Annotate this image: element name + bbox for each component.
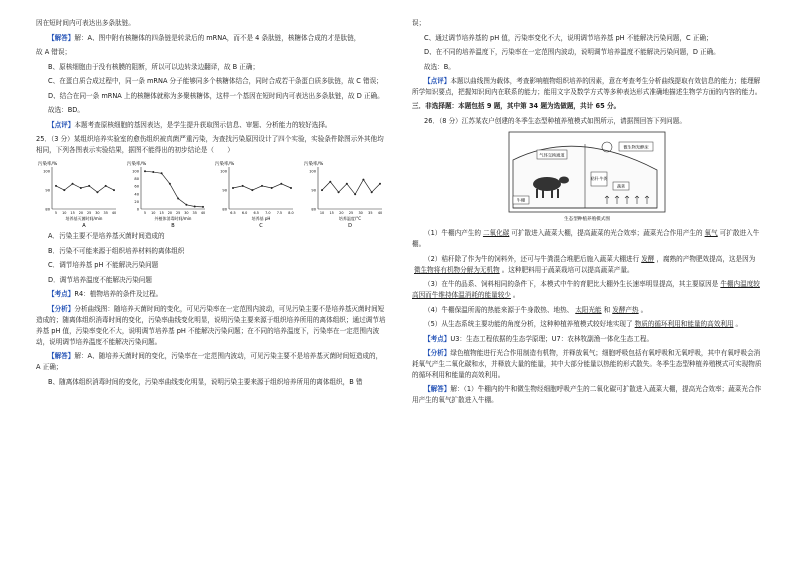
barn-label: 牛棚 (516, 197, 526, 203)
chart-ylabel: 污染率/% (215, 162, 235, 168)
answer-blank: 微生物将有机物分解为无机物 (414, 265, 500, 274)
x-tick-label: 5 (143, 211, 146, 216)
question-25: 25．（3 分）某组织培养实验室的愈伤组织被真菌严重污染，为查找污染原因设计了四个实验，实验条件除图示外其他均相同，下列各图表示实验结果，据图不能得出的初步结论是（ ） (36, 135, 384, 154)
comment-paragraph: 【点评】本题考查原核细胞的基因表达，是学生提升获取图示信息、审题、分析能力的较好选择。 (48, 120, 332, 129)
y-tick-label: 80 (311, 207, 316, 212)
data-point (271, 187, 273, 189)
data-point (371, 192, 373, 194)
y-tick-label: 100 (131, 169, 139, 174)
data-point (338, 192, 340, 194)
data-point (169, 183, 171, 185)
series-line (233, 184, 291, 190)
jieda-paragraph: 【解答】解：（1）牛棚内的牛和微生物经细胞呼吸产生的二氧化碳可扩散进入蔬菜大棚，提高光合效率；蔬菜光合作用产生的氧气扩散进入牛棚。 (412, 385, 762, 405)
data-point (290, 187, 292, 189)
data-point (281, 183, 283, 185)
series-line (145, 172, 203, 208)
paragraph: 故选：BD。 (48, 106, 84, 114)
sub-question-2: （2）秸秆除了作为牛的饲料外，还可与牛粪混合堆肥后施入蔬菜大棚进行 发酵 ，腐熟的产物肥效提高，这是因为微生物将有机物分解为无机物 。这种肥料用于蔬菜栽培可以提高蔬菜产量。 (414, 254, 756, 274)
figure-caption: 生态型种植养殖模式图 (564, 217, 610, 223)
x-tick-label: 15 (329, 211, 334, 216)
y-tick-label: 100 (43, 169, 50, 174)
data-point (105, 185, 107, 187)
x-tick-label: 30 (183, 211, 189, 216)
label-kaodian: 【考点】 (424, 334, 451, 343)
data-point (379, 183, 381, 185)
fenxi-paragraph: 【分析】分析曲线图：随培养天菌时间的变化，可见污染率在一定范围内波动，可见污染主要不是培养基灭菌时间短造成的；随离体组织消毒时间的变化，污染率曲线变化明显，说明污染主要来源于组织培养所用的离体组织；通过调节培养基 pH 值，污染率变化不大，说明调节培养基 pH 不能解决污染问题；在不同的培养温度下，污染率在一定范围内波动，说明调节培养温度不能解决污染问题。 (36, 304, 386, 346)
chart-d-svg (302, 159, 386, 229)
answer-blank: 氧气 (704, 229, 718, 238)
x-tick-label: 6.5 (253, 211, 260, 216)
x-tick-label: 7.5 (277, 211, 283, 216)
answer-blank: 发酵产热 (612, 305, 639, 314)
chart-c-svg (213, 159, 297, 229)
label-fenxi: 【分析】 (424, 349, 451, 358)
label-jieda: 【解答】 (48, 352, 75, 361)
jieda-paragraph: 【解答】解：A、随培养天菌时间的变化，污染率在一定范围内波动，可见污染主要不是培养基灭菌时间短造成的，A 正确； (36, 352, 383, 372)
x-tick-label: 25 (348, 211, 354, 216)
y-tick-label: 80 (222, 207, 228, 212)
paragraph: 故 A 错误； (36, 48, 72, 56)
kaodian-paragraph: 【考点】R4：植物培养的条件及过程。 (48, 290, 163, 299)
chart-a (36, 159, 120, 229)
x-tick-label: 35 (192, 211, 197, 216)
x-tick-label: 40 (200, 211, 205, 216)
x-tick-label: 6.0 (242, 211, 248, 216)
chart-ylabel: 污染率/% (126, 162, 146, 168)
answer-blank: 牛棚内温度较高因而牛维持体温消耗的能量较少 (412, 280, 760, 300)
sub-question-1: （1）牛棚内产生的 二氧化碳 可扩散进入蔬菜大棚，提高蔬菜的光合效率；蔬菜光合作用产生的 氧气 可扩散进入牛棚。 (412, 229, 760, 249)
chart-a-svg (36, 159, 120, 229)
comment-paragraph: 【点评】本题以曲线图为载体，考查影响植物组织培养的因素，意在考查考生分析曲线提取有效信息的能力；能理解所学知识要点，把握知识间内在联系的能力；能用文字及数学方式等多种表达形式准确地描述生物学方面的内容的能力。 (412, 77, 762, 96)
data-point (185, 204, 187, 206)
paragraph: D、在不同的培养温度下，污染率在一定范围内波动，说明调节培养温度不能解决污染问题，D 正确。 (424, 48, 720, 56)
question-26: 26．（8 分）江苏某农户创建的冬季生态型种植养殖模式如图所示，请据图回答下列问题。 (424, 116, 686, 125)
straw-label: 秸秆·牛粪 (590, 176, 608, 182)
paragraph: D、结合在同一条 mRNA 上的核糖体就称为多聚核糖体，这样一个基因在短时间内可表达出多条肽链，故 D 正确。 (48, 91, 384, 100)
paragraph: 因在短时间内可表达出多条肽链。 (36, 19, 135, 27)
chart-b-svg (125, 159, 209, 229)
x-tick-label: 40 (377, 211, 383, 216)
y-tick-label: 80 (134, 177, 139, 182)
data-point (242, 185, 244, 187)
x-tick-label: 15 (70, 211, 75, 216)
y-tick-label: 90 (222, 188, 228, 193)
paragraph: C、通过调节培养基的 pH 值，污染率变化不大，说明调节培养基 pH 不能解决污染问题，C 正确； (424, 33, 713, 42)
data-point (261, 185, 263, 187)
chart-row (36, 159, 386, 229)
chart-ylabel: 污染率/% (38, 162, 58, 168)
label-jieda: 【解答】 (48, 33, 75, 42)
data-point (232, 187, 234, 189)
chart-d (302, 159, 386, 229)
data-point (346, 183, 348, 185)
data-point (63, 190, 65, 192)
answer-blank: 太阳光能 (575, 305, 602, 314)
x-tick-label: 10 (319, 211, 325, 216)
label-kaodian: 【考点】 (48, 290, 75, 299)
chart-letter: C (259, 223, 264, 230)
label-dianping: 【点评】 (48, 120, 75, 129)
answer-blank: 二氧化碳 (482, 229, 510, 238)
data-point (252, 190, 254, 192)
chart-c (213, 159, 297, 229)
right-column (412, 18, 762, 410)
x-tick-label: 20 (167, 211, 172, 216)
y-tick-label: 0 (136, 207, 139, 212)
x-tick-label: 40 (111, 211, 117, 216)
answer-blank: 发酵 (641, 254, 655, 263)
chart-xlabel: 培养温度/°C (338, 216, 362, 222)
paragraph: B、随离体组织消毒时间的变化，污染率曲线变化明显，说明污染主要来源于组织培养所用的离体组织，B 错 (48, 377, 363, 386)
paragraph: 误； (412, 19, 426, 27)
y-tick-label: 90 (311, 188, 316, 193)
data-point (80, 187, 82, 189)
label-fenxi: 【分析】 (48, 304, 75, 313)
figure-wrap (412, 130, 762, 225)
data-point (72, 183, 74, 185)
option-d: D．调节培养温度不能解决污染问题 (48, 275, 152, 284)
y-tick-label: 90 (45, 188, 50, 193)
chart-letter: A (82, 223, 86, 230)
option-b: B．污染不可能来源于组织培养材料的离体组织 (48, 246, 185, 255)
section-heading: 三．非选择题：本题包括 9 题，其中第 34 题为选做题，共计 65 分。 (412, 102, 621, 111)
data-point (177, 198, 179, 200)
data-point (202, 206, 204, 208)
fenxi-paragraph: 【分析】绿色植物能进行光合作用制造有机物，并释放氧气；细胞呼吸包括有氧呼吸和无氧呼吸，其中有氧呼吸会消耗氧气产生二氧化碳和水，并释放大量的能量，其中大部分能量以热能的形式散失。冬季生态型种植养殖模式可实现物质的循环利用和能量的高效利用。 (412, 349, 762, 379)
chart-b (125, 159, 209, 229)
x-tick-label: 7.0 (265, 211, 271, 216)
data-point (96, 192, 98, 194)
data-point (152, 171, 154, 173)
data-point (144, 171, 146, 173)
sub-question-5: （5）从生态系统主要功能的角度分析，这种种植养殖模式较好地实现了 物质的循环利用和能量的高效利用 。 (424, 320, 743, 329)
option-c: C．调节培养基 pH 不能解决污染问题 (48, 261, 159, 270)
x-tick-label: 8.0 (288, 211, 295, 216)
y-tick-label: 20 (134, 200, 139, 205)
data-point (55, 185, 57, 187)
data-point (88, 185, 90, 187)
left-column (36, 18, 386, 391)
answer-blank: 物质的循环利用和能量的高效利用 (634, 320, 734, 329)
sub-question-3: （3）在牛的品系、饲料相同的条件下，本模式中牛的育肥比大棚外生长速率明显提高，其主要原因是 牛棚内温度较高因而牛维持体温消耗的能量较少 。 (412, 280, 760, 300)
y-tick-label: 60 (134, 185, 139, 190)
fermentation-bed-label: 微生物发酵床 (623, 144, 649, 150)
x-tick-label: 10 (62, 211, 67, 216)
x-tick-label: 20 (78, 211, 84, 216)
data-point (354, 194, 356, 196)
x-tick-label: 35 (103, 211, 108, 216)
data-point (362, 179, 364, 181)
vegetable-label: 蔬菜 (617, 183, 625, 189)
label-dianping: 【点评】 (424, 77, 451, 85)
chart-letter: D (348, 223, 352, 230)
x-tick-label: 10 (150, 211, 156, 216)
paragraph: C、在蛋白质合成过程中，同一条 mRNA 分子能够同多个核糖体结合，同时合成若干条蛋白质多肽链，故 C 错误； (48, 77, 383, 85)
paragraph: B、原核细胞由于没有核膜的阻断，所以可以边转录边翻译，故 B 正确； (48, 62, 260, 71)
x-tick-label: 5 (54, 211, 58, 216)
x-tick-label: 25 (86, 211, 92, 216)
x-tick-label: 25 (175, 211, 180, 216)
x-tick-label: 35 (368, 211, 373, 216)
chart-ylabel: 污染率/% (303, 162, 324, 168)
x-tick-label: 30 (358, 211, 363, 216)
data-point (193, 206, 195, 208)
data-point (160, 173, 162, 175)
label-jieda: 【解答】 (424, 385, 451, 394)
x-tick-label: 15 (159, 211, 164, 216)
gas-channel-label: 气体交换通道 (539, 152, 565, 158)
chart-letter: B (170, 223, 175, 230)
data-point (113, 190, 115, 192)
x-tick-label: 20 (339, 211, 344, 216)
chart-xlabel: 外植体消毒时间/min (154, 216, 192, 222)
kaodian-paragraph: 【考点】U3：生态工程依据的生态学原理；U7：农林牧副渔一体化生态工程。 (424, 334, 654, 343)
chart-xlabel: 培养基 pH (251, 216, 271, 222)
sub-question-4: （4）牛棚保温所需的热能来源于牛身散热、地热、 太阳光能 和 发酵产热 。 (424, 305, 648, 314)
paragraph: 故选：B。 (424, 62, 455, 71)
y-tick-label: 80 (45, 207, 50, 212)
data-point (321, 190, 323, 192)
x-tick-label: 6.5 (230, 211, 237, 216)
option-a: A．污染主要不是培养基灭菌时间造成的 (48, 232, 165, 241)
eco-farm-diagram (507, 130, 667, 225)
y-tick-label: 40 (134, 192, 139, 197)
x-tick-label: 30 (95, 211, 100, 216)
y-tick-label: 100 (220, 169, 228, 174)
data-point (329, 181, 331, 183)
chart-xlabel: 培养基灭菌时间/min (65, 216, 103, 222)
y-tick-label: 100 (309, 169, 316, 174)
answer-paragraph: 【解答】解：A、图中附有核糖体的四条链是转录后的 mRNA，而不是 4 条肽链，核糖体合成的才是肽链， (48, 33, 361, 42)
